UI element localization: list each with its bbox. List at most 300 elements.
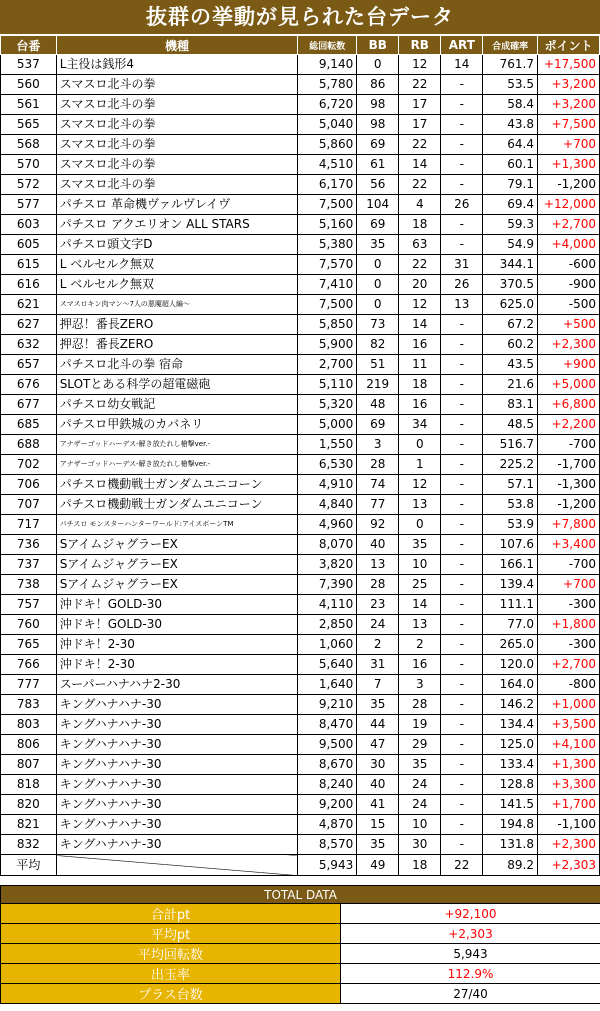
art-count-cell: - xyxy=(441,435,483,455)
points-cell: +3,400 xyxy=(537,535,599,555)
total-header: TOTAL DATA xyxy=(1,886,600,904)
points-cell: +4,000 xyxy=(537,235,599,255)
machine-name-cell: スマスロ北斗の拳 xyxy=(56,135,298,155)
total-spins-cell: 2,700 xyxy=(298,355,357,375)
bb-count-cell: 2 xyxy=(357,635,399,655)
machine-no-cell: 632 xyxy=(1,335,57,355)
machine-name-cell: キングハナハナ-30 xyxy=(56,715,298,735)
rb-count-cell: 11 xyxy=(399,355,441,375)
art-count-cell: - xyxy=(441,635,483,655)
total-row xyxy=(1,904,600,924)
combined-prob-cell: 133.4 xyxy=(483,755,538,775)
total-row xyxy=(1,964,600,984)
total-row xyxy=(1,984,600,1004)
art-count-cell: - xyxy=(441,835,483,855)
machine-name-cell: 沖ドキ！2-30 xyxy=(56,635,298,655)
rb-count-cell: 12 xyxy=(399,295,441,315)
total-spins-cell: 9,200 xyxy=(298,795,357,815)
points-cell: +5,000 xyxy=(537,375,599,395)
table-row xyxy=(1,335,600,355)
machine-name-cell: パチスロ モンスターハンターワールド:アイスボーンTM xyxy=(56,515,298,535)
total-spins-cell: 6,530 xyxy=(298,455,357,475)
machine-no-cell: 706 xyxy=(1,475,57,495)
machine-no-cell: 738 xyxy=(1,575,57,595)
combined-prob-cell: 265.0 xyxy=(483,635,538,655)
combined-prob-cell: 107.6 xyxy=(483,535,538,555)
machine-no-cell: 820 xyxy=(1,795,57,815)
machine-name-cell: SアイムジャグラーEX xyxy=(56,575,298,595)
table-row xyxy=(1,355,600,375)
bb-count-cell: 98 xyxy=(357,95,399,115)
total-row xyxy=(1,924,600,944)
machine-name-cell: 押忍！番長ZERO xyxy=(56,315,298,335)
art-count-cell: - xyxy=(441,535,483,555)
machine-no-cell: 757 xyxy=(1,595,57,615)
art-count-cell: 14 xyxy=(441,55,483,75)
average-spins: 5,943 xyxy=(298,855,357,876)
bb-count-cell: 23 xyxy=(357,595,399,615)
bb-count-cell: 3 xyxy=(357,435,399,455)
combined-prob-cell: 43.5 xyxy=(483,355,538,375)
average-rb: 18 xyxy=(399,855,441,876)
machine-no-cell: 560 xyxy=(1,75,57,95)
art-count-cell: 31 xyxy=(441,255,483,275)
combined-prob-cell: 128.8 xyxy=(483,775,538,795)
bb-count-cell: 35 xyxy=(357,695,399,715)
average-art: 22 xyxy=(441,855,483,876)
points-cell: +6,800 xyxy=(537,395,599,415)
machine-no-cell: 832 xyxy=(1,835,57,855)
rb-count-cell: 1 xyxy=(399,455,441,475)
rb-count-cell: 30 xyxy=(399,835,441,855)
bb-count-cell: 15 xyxy=(357,815,399,835)
machine-no-cell: 605 xyxy=(1,235,57,255)
rb-count-cell: 29 xyxy=(399,735,441,755)
combined-prob-cell: 60.2 xyxy=(483,335,538,355)
rb-count-cell: 24 xyxy=(399,775,441,795)
table-row xyxy=(1,735,600,755)
bb-count-cell: 0 xyxy=(357,255,399,275)
average-row xyxy=(1,855,600,876)
machine-name-cell: L ベルセルク無双 xyxy=(56,275,298,295)
machine-name-cell: パチスロ北斗の拳 宿命 xyxy=(56,355,298,375)
bb-count-cell: 61 xyxy=(357,155,399,175)
points-cell: +4,100 xyxy=(537,735,599,755)
total-spins-cell: 1,060 xyxy=(298,635,357,655)
art-count-cell: 26 xyxy=(441,275,483,295)
points-cell: +3,300 xyxy=(537,775,599,795)
rb-count-cell: 28 xyxy=(399,695,441,715)
points-cell: +2,300 xyxy=(537,835,599,855)
machine-no-cell: 568 xyxy=(1,135,57,155)
total-label: 平均回転数 xyxy=(1,944,341,964)
rb-count-cell: 13 xyxy=(399,615,441,635)
machine-name-cell: キングハナハナ-30 xyxy=(56,795,298,815)
art-count-cell: - xyxy=(441,235,483,255)
machine-no-cell: 737 xyxy=(1,555,57,575)
machine-no-cell: 677 xyxy=(1,395,57,415)
machine-no-cell: 565 xyxy=(1,115,57,135)
table-row xyxy=(1,375,600,395)
table-row xyxy=(1,95,600,115)
total-spins-cell: 5,860 xyxy=(298,135,357,155)
table-header-row xyxy=(1,36,600,55)
machine-no-cell: 821 xyxy=(1,815,57,835)
table-row xyxy=(1,595,600,615)
art-count-cell: - xyxy=(441,575,483,595)
points-cell: +700 xyxy=(537,575,599,595)
machine-no-cell: 818 xyxy=(1,775,57,795)
machine-name-cell: キングハナハナ-30 xyxy=(56,695,298,715)
rb-count-cell: 0 xyxy=(399,515,441,535)
bb-count-cell: 24 xyxy=(357,615,399,635)
machine-no-cell: 561 xyxy=(1,95,57,115)
art-count-cell: - xyxy=(441,135,483,155)
machine-name-cell: キングハナハナ-30 xyxy=(56,815,298,835)
points-cell: -1,300 xyxy=(537,475,599,495)
table-row xyxy=(1,455,600,475)
bb-count-cell: 219 xyxy=(357,375,399,395)
table-row xyxy=(1,655,600,675)
bb-count-cell: 30 xyxy=(357,755,399,775)
table-row xyxy=(1,135,600,155)
total-spins-cell: 6,170 xyxy=(298,175,357,195)
points-cell: -900 xyxy=(537,275,599,295)
total-value: +92,100 xyxy=(341,904,600,924)
points-cell: -1,700 xyxy=(537,455,599,475)
art-count-cell: - xyxy=(441,775,483,795)
art-count-cell: - xyxy=(441,695,483,715)
machine-name-cell: 沖ドキ！2-30 xyxy=(56,655,298,675)
table-row xyxy=(1,795,600,815)
rb-count-cell: 18 xyxy=(399,375,441,395)
machine-name-cell: SアイムジャグラーEX xyxy=(56,535,298,555)
machine-name-cell: 沖ドキ！GOLD-30 xyxy=(56,615,298,635)
combined-prob-cell: 21.6 xyxy=(483,375,538,395)
points-cell: +3,500 xyxy=(537,715,599,735)
rb-count-cell: 22 xyxy=(399,255,441,275)
total-spins-cell: 5,380 xyxy=(298,235,357,255)
total-spins-cell: 8,070 xyxy=(298,535,357,555)
bb-count-cell: 86 xyxy=(357,75,399,95)
points-cell: +1,800 xyxy=(537,615,599,635)
table-row xyxy=(1,835,600,855)
combined-prob-cell: 54.9 xyxy=(483,235,538,255)
combined-prob-cell: 59.3 xyxy=(483,215,538,235)
machine-name-cell: 押忍！番長ZERO xyxy=(56,335,298,355)
combined-prob-cell: 164.0 xyxy=(483,675,538,695)
machine-name-cell: SLOTとある科学の超電磁砲 xyxy=(56,375,298,395)
bb-count-cell: 0 xyxy=(357,55,399,75)
total-spins-cell: 7,390 xyxy=(298,575,357,595)
total-data-table xyxy=(0,885,600,1004)
total-spins-cell: 4,870 xyxy=(298,815,357,835)
bb-count-cell: 73 xyxy=(357,315,399,335)
points-cell: +12,000 xyxy=(537,195,599,215)
art-count-cell: - xyxy=(441,735,483,755)
total-value: 27/40 xyxy=(341,984,600,1004)
bb-count-cell: 47 xyxy=(357,735,399,755)
machine-no-cell: 676 xyxy=(1,375,57,395)
rb-count-cell: 16 xyxy=(399,335,441,355)
table-row xyxy=(1,295,600,315)
rb-count-cell: 63 xyxy=(399,235,441,255)
total-spins-cell: 9,140 xyxy=(298,55,357,75)
total-label: 合計pt xyxy=(1,904,341,924)
points-cell: +1,700 xyxy=(537,795,599,815)
points-cell: +500 xyxy=(537,315,599,335)
total-spins-cell: 7,500 xyxy=(298,295,357,315)
total-spins-cell: 4,510 xyxy=(298,155,357,175)
rb-count-cell: 24 xyxy=(399,795,441,815)
total-spins-cell: 5,780 xyxy=(298,75,357,95)
bb-count-cell: 0 xyxy=(357,295,399,315)
table-row xyxy=(1,555,600,575)
bb-count-cell: 92 xyxy=(357,515,399,535)
bb-count-cell: 13 xyxy=(357,555,399,575)
table-row xyxy=(1,815,600,835)
art-count-cell: 13 xyxy=(441,295,483,315)
bb-count-cell: 28 xyxy=(357,575,399,595)
machine-name-cell: パチスロ甲鉄城のカバネリ xyxy=(56,415,298,435)
bb-count-cell: 82 xyxy=(357,335,399,355)
art-count-cell: - xyxy=(441,655,483,675)
machine-name-cell: アナザーゴッドハーデス-解き放たれし槍撃ver.- xyxy=(56,455,298,475)
machine-no-cell: 577 xyxy=(1,195,57,215)
col-header-bb: BB xyxy=(357,36,399,55)
bb-count-cell: 51 xyxy=(357,355,399,375)
col-header-pt: ポイント xyxy=(537,36,599,55)
bb-count-cell: 35 xyxy=(357,835,399,855)
machine-no-cell: 537 xyxy=(1,55,57,75)
machine-name-cell: 沖ドキ！GOLD-30 xyxy=(56,595,298,615)
machine-name-cell: パチスロ機動戦士ガンダムユニコーン xyxy=(56,495,298,515)
art-count-cell: - xyxy=(441,555,483,575)
combined-prob-cell: 53.5 xyxy=(483,75,538,95)
rb-count-cell: 3 xyxy=(399,675,441,695)
average-label: 平均 xyxy=(1,855,57,876)
machine-no-cell: 783 xyxy=(1,695,57,715)
bb-count-cell: 28 xyxy=(357,455,399,475)
bb-count-cell: 0 xyxy=(357,275,399,295)
points-cell: +2,700 xyxy=(537,215,599,235)
points-cell: -1,200 xyxy=(537,495,599,515)
table-row xyxy=(1,695,600,715)
machine-name-cell: キングハナハナ-30 xyxy=(56,755,298,775)
art-count-cell: - xyxy=(441,515,483,535)
combined-prob-cell: 69.4 xyxy=(483,195,538,215)
rb-count-cell: 35 xyxy=(399,535,441,555)
machine-no-cell: 807 xyxy=(1,755,57,775)
points-cell: -600 xyxy=(537,255,599,275)
art-count-cell: - xyxy=(441,175,483,195)
machine-no-cell: 657 xyxy=(1,355,57,375)
bb-count-cell: 40 xyxy=(357,775,399,795)
machine-no-cell: 736 xyxy=(1,535,57,555)
rb-count-cell: 14 xyxy=(399,315,441,335)
combined-prob-cell: 67.2 xyxy=(483,315,538,335)
total-spins-cell: 4,840 xyxy=(298,495,357,515)
col-header-no: 台番 xyxy=(1,36,57,55)
combined-prob-cell: 141.5 xyxy=(483,795,538,815)
art-count-cell: - xyxy=(441,75,483,95)
machine-name-cell: スマスロ北斗の拳 xyxy=(56,75,298,95)
combined-prob-cell: 64.4 xyxy=(483,135,538,155)
points-cell: +2,200 xyxy=(537,415,599,435)
machine-no-cell: 707 xyxy=(1,495,57,515)
points-cell: +7,800 xyxy=(537,515,599,535)
table-row xyxy=(1,255,600,275)
art-count-cell: - xyxy=(441,615,483,635)
bb-count-cell: 41 xyxy=(357,795,399,815)
combined-prob-cell: 139.4 xyxy=(483,575,538,595)
machine-name-cell: パチスロ 革命機ヴァルヴレイヴ xyxy=(56,195,298,215)
machine-no-cell: 803 xyxy=(1,715,57,735)
machine-name-cell: スマスロキン肉マン〜7人の悪魔超人編〜 xyxy=(56,295,298,315)
average-bb: 49 xyxy=(357,855,399,876)
rb-count-cell: 16 xyxy=(399,655,441,675)
art-count-cell: - xyxy=(441,335,483,355)
total-spins-cell: 8,670 xyxy=(298,755,357,775)
col-header-spins: 総回転数 xyxy=(298,36,357,55)
art-count-cell: 26 xyxy=(441,195,483,215)
machine-data-table xyxy=(0,35,600,876)
points-cell: +1,000 xyxy=(537,695,599,715)
machine-no-cell: 765 xyxy=(1,635,57,655)
rb-count-cell: 12 xyxy=(399,475,441,495)
rb-count-cell: 4 xyxy=(399,195,441,215)
bb-count-cell: 69 xyxy=(357,135,399,155)
machine-no-cell: 766 xyxy=(1,655,57,675)
col-header-rb: RB xyxy=(399,36,441,55)
points-cell: +1,300 xyxy=(537,755,599,775)
combined-prob-cell: 60.1 xyxy=(483,155,538,175)
machine-name-cell: スマスロ北斗の拳 xyxy=(56,155,298,175)
bb-count-cell: 69 xyxy=(357,215,399,235)
total-spins-cell: 5,850 xyxy=(298,315,357,335)
machine-no-cell: 717 xyxy=(1,515,57,535)
table-row xyxy=(1,475,600,495)
points-cell: -800 xyxy=(537,675,599,695)
art-count-cell: - xyxy=(441,755,483,775)
art-count-cell: - xyxy=(441,375,483,395)
table-row xyxy=(1,435,600,455)
combined-prob-cell: 625.0 xyxy=(483,295,538,315)
points-cell: +3,200 xyxy=(537,95,599,115)
bb-count-cell: 7 xyxy=(357,675,399,695)
art-count-cell: - xyxy=(441,475,483,495)
art-count-cell: - xyxy=(441,355,483,375)
machine-no-cell: 627 xyxy=(1,315,57,335)
machine-name-cell: スマスロ北斗の拳 xyxy=(56,175,298,195)
total-row xyxy=(1,944,600,964)
table-row xyxy=(1,175,600,195)
table-row xyxy=(1,55,600,75)
total-spins-cell: 9,500 xyxy=(298,735,357,755)
machine-no-cell: 688 xyxy=(1,435,57,455)
bb-count-cell: 44 xyxy=(357,715,399,735)
col-header-art: ART xyxy=(441,36,483,55)
total-spins-cell: 6,720 xyxy=(298,95,357,115)
combined-prob-cell: 120.0 xyxy=(483,655,538,675)
machine-name-cell: アナザーゴッドハーデス-解き放たれし槍撃ver.- xyxy=(56,435,298,455)
combined-prob-cell: 761.7 xyxy=(483,55,538,75)
bb-count-cell: 40 xyxy=(357,535,399,555)
art-count-cell: - xyxy=(441,675,483,695)
art-count-cell: - xyxy=(441,115,483,135)
total-label: 出玉率 xyxy=(1,964,341,984)
rb-count-cell: 13 xyxy=(399,495,441,515)
total-spins-cell: 8,240 xyxy=(298,775,357,795)
combined-prob-cell: 79.1 xyxy=(483,175,538,195)
bb-count-cell: 31 xyxy=(357,655,399,675)
points-cell: +17,500 xyxy=(537,55,599,75)
machine-name-cell: L ベルセルク無双 xyxy=(56,255,298,275)
machine-no-cell: 806 xyxy=(1,735,57,755)
machine-name-cell: L主役は銭形4 xyxy=(56,55,298,75)
machine-name-cell: スマスロ北斗の拳 xyxy=(56,95,298,115)
machine-name-cell: パチスロ頭文字D xyxy=(56,235,298,255)
rb-count-cell: 16 xyxy=(399,395,441,415)
points-cell: -300 xyxy=(537,635,599,655)
bb-count-cell: 98 xyxy=(357,115,399,135)
table-row xyxy=(1,215,600,235)
points-cell: -1,100 xyxy=(537,815,599,835)
combined-prob-cell: 146.2 xyxy=(483,695,538,715)
combined-prob-cell: 194.8 xyxy=(483,815,538,835)
col-header-prob: 合成確率 xyxy=(483,36,538,55)
table-row xyxy=(1,775,600,795)
total-label: プラス台数 xyxy=(1,984,341,1004)
points-cell: +3,200 xyxy=(537,75,599,95)
combined-prob-cell: 516.7 xyxy=(483,435,538,455)
combined-prob-cell: 83.1 xyxy=(483,395,538,415)
total-spins-cell: 1,550 xyxy=(298,435,357,455)
points-cell: -500 xyxy=(537,295,599,315)
total-header-row xyxy=(1,886,600,904)
points-cell: +1,300 xyxy=(537,155,599,175)
points-cell: -1,200 xyxy=(537,175,599,195)
combined-prob-cell: 53.9 xyxy=(483,515,538,535)
machine-no-cell: 572 xyxy=(1,175,57,195)
art-count-cell: - xyxy=(441,495,483,515)
machine-no-cell: 685 xyxy=(1,415,57,435)
total-spins-cell: 3,820 xyxy=(298,555,357,575)
art-count-cell: - xyxy=(441,795,483,815)
bb-count-cell: 69 xyxy=(357,415,399,435)
average-prob: 89.2 xyxy=(483,855,538,876)
art-count-cell: - xyxy=(441,315,483,335)
machine-no-cell: 570 xyxy=(1,155,57,175)
table-row xyxy=(1,395,600,415)
bb-count-cell: 77 xyxy=(357,495,399,515)
machine-name-cell: パチスロ幼女戦記 xyxy=(56,395,298,415)
total-spins-cell: 5,110 xyxy=(298,375,357,395)
combined-prob-cell: 77.0 xyxy=(483,615,538,635)
total-spins-cell: 5,040 xyxy=(298,115,357,135)
combined-prob-cell: 48.5 xyxy=(483,415,538,435)
points-cell: -300 xyxy=(537,595,599,615)
machine-name-cell: パチスロ機動戦士ガンダムユニコーン xyxy=(56,475,298,495)
combined-prob-cell: 131.8 xyxy=(483,835,538,855)
total-label: 平均pt xyxy=(1,924,341,944)
machine-no-cell: 603 xyxy=(1,215,57,235)
combined-prob-cell: 58.4 xyxy=(483,95,538,115)
art-count-cell: - xyxy=(441,715,483,735)
total-spins-cell: 4,960 xyxy=(298,515,357,535)
total-spins-cell: 5,320 xyxy=(298,395,357,415)
total-spins-cell: 4,110 xyxy=(298,595,357,615)
